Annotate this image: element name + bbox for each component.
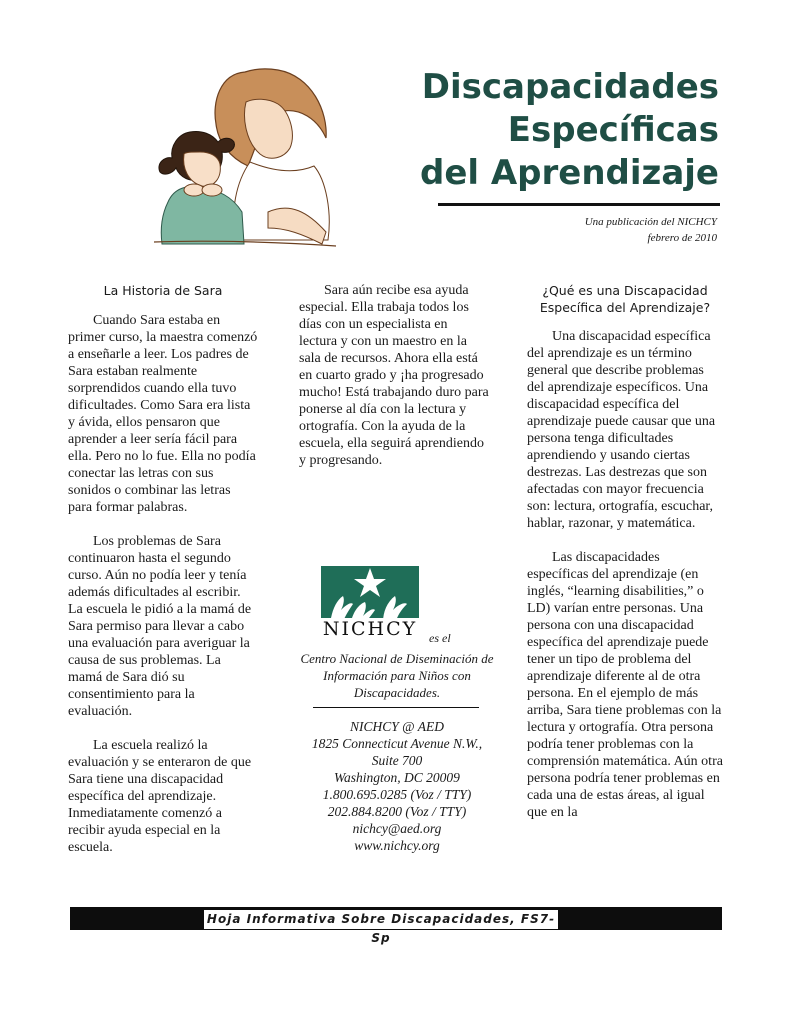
story-paragraph: Los problemas de Sara continuaron hasta el segundo curso. Aún no podía leer y tenía además dificultades al escribir. La escuela le pidió a la mamá de Sara permiso para llevar a cabo una evaluación para averiguar la causa de sus problemas. La mamá de Sara dió su consentimiento para la evaluación. — [68, 534, 252, 719]
website-line: www.nichcy.org — [354, 838, 440, 853]
column-story-continued — [299, 282, 489, 486]
story-paragraph: Sara aún recibe esa ayuda especial. Ella trabaja todos los días con un especialista en lectura y con un maestro en la sala de recursos. Ahora ella está en cuarto grado y ¡ha progresado mucho! Está trabajando duro para ponerse al día con la lectura y ortografía. Con la ayuda de la escuela, ella seguirá aprendiendo y progresando. — [299, 283, 489, 468]
title-divider — [438, 203, 720, 206]
center-name: Centro Nacional de Diseminación de Información para Niños con Discapacidades. — [300, 651, 494, 700]
story-paragraph: La escuela realizó la evaluación y se enteraron de que Sara tiene una discapacidad específica del aprendizaje. Inmediatamente comenzó a recibir ayuda especial en la escuela. — [68, 738, 252, 855]
center-divider — [313, 707, 479, 708]
title-line: Específicas — [507, 110, 719, 150]
mother-daughter-illustration — [150, 62, 340, 252]
logo-emblem — [321, 566, 419, 624]
footer-label: Hoja Informativa Sobre Discapacidades, FS7-Sp — [204, 910, 558, 929]
email-line: nichcy@aed.org — [352, 821, 442, 836]
contact-address — [299, 718, 495, 854]
column-story — [68, 282, 258, 873]
title-line: del Aprendizaje — [419, 153, 719, 193]
column-definition — [527, 282, 723, 838]
definition-paragraph: Las discapacidades específicas del aprendizaje (en inglés, “learning disabilities,” o LD) varían entre personas. Una persona con una discapacidad específica del aprendizaje puede tener un tipo de problema del aprendizaje diferente al de otra persona. En el ejemplo de más arriba, Sara tiene problemas con la lectura y ortografía. Otra persona podría tener problemas con la comprensión matemática. Aún otra persona podría tener problemas en cada una de estas áreas, al igual que en la — [527, 550, 723, 820]
publication-date: febrero de 2010 — [647, 232, 717, 244]
definition-heading: ¿Qué es una Discapacidad Específica del Aprendizaje? — [539, 283, 711, 315]
phone-line: 202.884.8200 (Voz / TTY) — [327, 804, 467, 819]
publication-info — [585, 214, 717, 246]
story-heading: La Historia de Sara — [103, 283, 223, 298]
phone-line: 1.800.695.0285 (Voz / TTY) — [322, 787, 472, 802]
publication-source: Una publicación del NICHCY — [584, 216, 717, 228]
logo-suffix: es el — [429, 631, 451, 645]
definition-paragraph: Una discapacidad específica del aprendizaje es un término general que describe problemas del aprendizaje específicos. Una discapacidad específica del aprendizaje puede causar que una persona tenga dificultades aprendiendo y usando ciertas destrezas. Las destrezas que son afectadas con mayor frecuencia son: lectura, ortografía, escuchar, hablar, razonar, y matemática. — [527, 329, 716, 531]
document-title — [399, 66, 719, 195]
address-line: Washington, DC 20009 — [334, 770, 460, 785]
story-paragraph: Cuando Sara estaba en primer curso, la maestra comenzó a enseñarle a leer. Los padres de Sara estaban realmente sorprendidos cuando ella tuvo dificultades. Como Sara era lista y ávida, ellos pensaron que aprender a leer sería fácil para ella. Pero no lo fue. Ella no podía conectar las letras con sus sonidos o combinar las letras para formar palabras. — [68, 313, 258, 515]
address-line: Suite 700 — [371, 753, 423, 768]
title-line: Discapacidades — [421, 67, 719, 107]
logo-wordmark: NICHCY — [322, 618, 418, 640]
nichcy-logo — [321, 560, 481, 644]
address-line: 1825 Connecticut Avenue N.W., — [311, 736, 483, 751]
hands-star-icon — [321, 566, 419, 624]
address-line: NICHCY @ AED — [350, 719, 444, 734]
